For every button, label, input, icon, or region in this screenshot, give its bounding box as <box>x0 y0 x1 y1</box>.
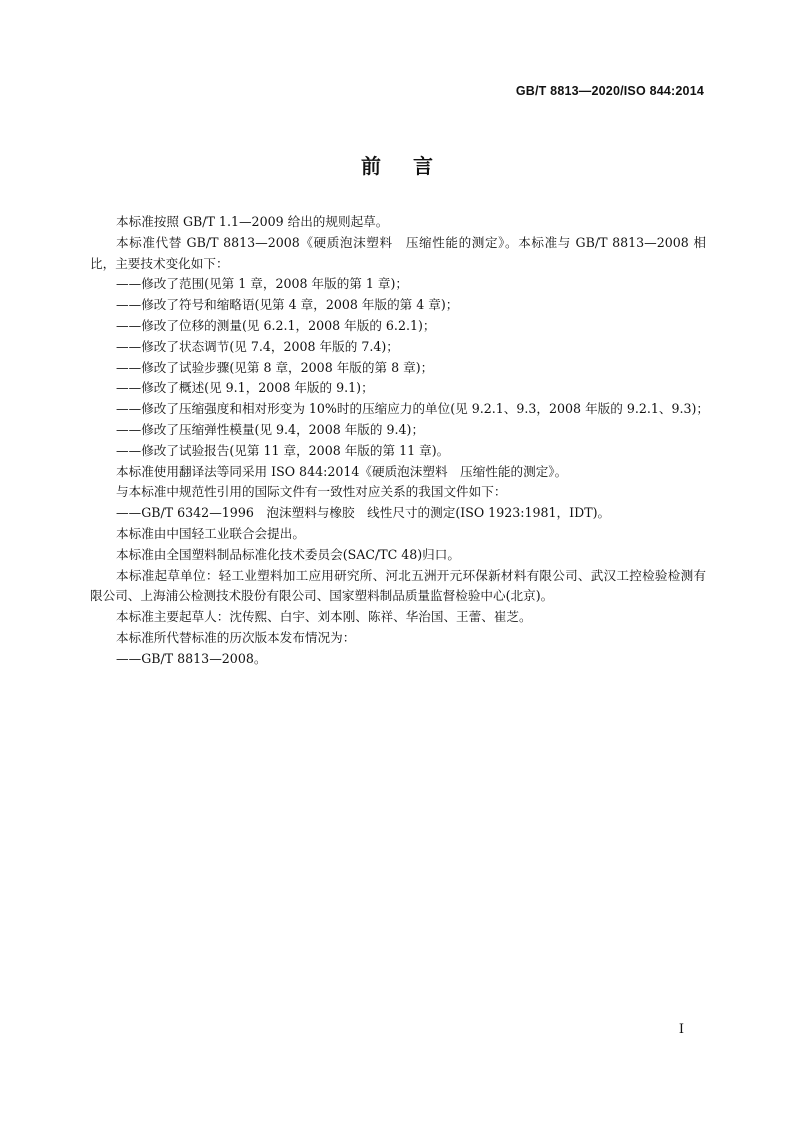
paragraph: 本标准所代替标准的历次版本发布情况为： <box>116 629 356 645</box>
paragraph: 与本标准中规范性引用的国际文件有一致性对应关系的我国文件如下： <box>116 484 507 500</box>
change-list-item: ——修改了压缩强度和相对形变为 10%时的压缩应力的单位(见 9.2.1、9.3，2008 年版的 9.2.1、9.3)； <box>116 401 710 417</box>
paragraph: 本标准由全国塑料制品标准化技术委员会(SAC/TC 48)归口。 <box>116 546 460 562</box>
paragraph: 本标准代替 GB/T 8813—2008《硬质泡沫塑料 压缩性能的测定》。本标准与 GB/T 8813—2008 相比，主要技术变化如下： <box>90 234 706 271</box>
paragraph: 本标准按照 GB/T 1.1—2009 给出的规则起草。 <box>116 214 389 229</box>
page-title: 前言 <box>361 154 465 178</box>
document-body <box>90 212 710 670</box>
paragraph: 本标准由中国轻工业联合会提出。 <box>116 525 305 541</box>
page-number: I <box>678 1022 684 1037</box>
change-list-item: ——修改了状态调节(见 7.4，2008 年版的 7.4)； <box>116 338 399 354</box>
change-list-item: ——修改了符号和缩略语(见第 4 章，2008 年版的第 4 章)； <box>116 297 459 313</box>
change-list-item: ——修改了压缩弹性模量(见 9.4，2008 年版的 9.4)； <box>116 421 425 437</box>
change-list-item: ——修改了范围(见第 1 章，2008 年版的第 1 章)； <box>116 276 409 292</box>
change-list-item: ——修改了试验步骤(见第 8 章，2008 年版的第 8 章)； <box>116 359 434 375</box>
history-list-item: ——GB/T 8813—2008。 <box>116 650 267 666</box>
reference-list-item: ——GB/T 6342—1996 泡沫塑料与橡胶 线性尺寸的测定(ISO 1923:1981，IDT)。 <box>116 505 611 521</box>
paragraph: 本标准起草单位：轻工业塑料加工应用研究所、河北五洲开元环保新材料有限公司、武汉工控检验检测有限公司、上海浦公检测技术股份有限公司、国家塑料制品质量监督检验中心(北京)。 <box>90 567 706 604</box>
paragraph: 本标准主要起草人：沈传熙、白宇、刘本刚、陈祥、华治国、王蕾、崔芝。 <box>116 609 532 625</box>
change-list-item: ——修改了概述(见 9.1，2008 年版的 9.1)； <box>116 380 374 396</box>
standard-code: GB/T 8813—2020/ISO 844:2014 <box>515 84 704 98</box>
change-list-item: ——修改了位移的测量(见 6.2.1，2008 年版的 6.2.1)； <box>116 317 436 333</box>
change-list-item: ——修改了试验报告(见第 11 章，2008 年版的第 11 章)。 <box>116 442 450 458</box>
paragraph: 本标准使用翻译法等同采用 ISO 844:2014《硬质泡沫塑料 压缩性能的测定》。 <box>116 463 568 479</box>
